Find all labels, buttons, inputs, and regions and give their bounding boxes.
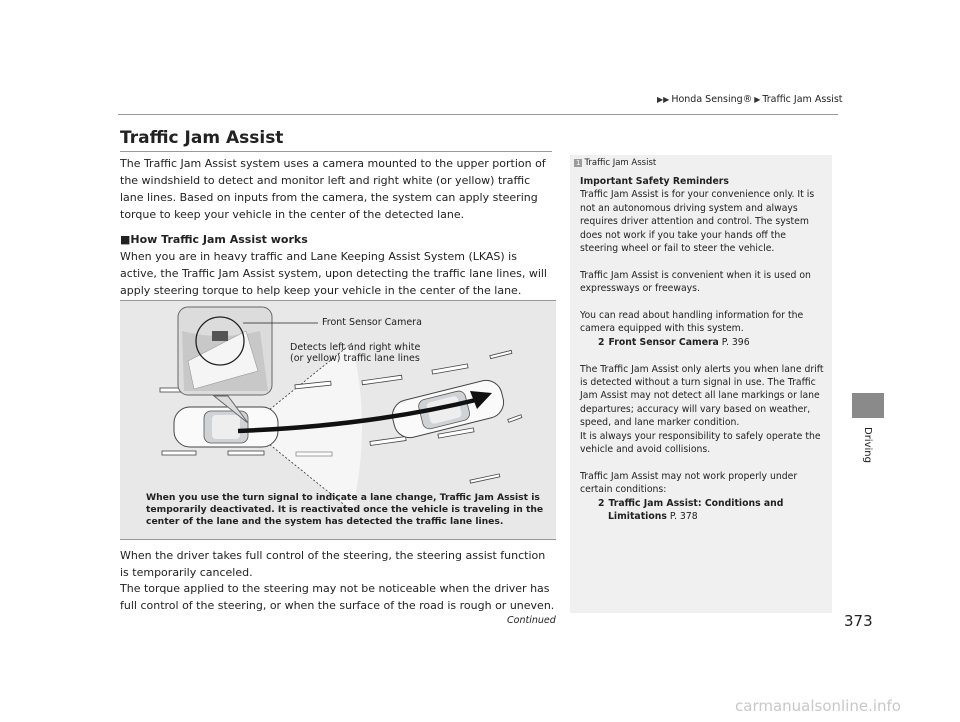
safety-heading: Important Safety Reminders — [580, 176, 729, 187]
title-divider — [120, 151, 552, 152]
cancel-paragraph: When the driver takes full control of the steering, the steering assist function is temporarily canceled. — [120, 549, 546, 579]
figure-caption-line-1: When you use the turn signal to indicate a lane change, Traffic Jam Assist is — [146, 492, 540, 503]
page-number: 373 — [844, 612, 873, 630]
figure-caption-line-3: center of the lane and the system has detected the traffic lane lines. — [146, 516, 504, 527]
section-tab-marker — [852, 393, 884, 418]
sidebar-tab-title: Traffic Jam Assist — [584, 158, 657, 168]
section-paragraph: When you are in heavy traffic and Lane Keeping Assist System (LKAS) is active, the Traffic Jam Assist system, upon detecting the traffic lane lines, will apply steering torque to help keep your vehicle in the center of the lane. — [120, 250, 547, 297]
traffic-jam-assist-illustration — [120, 300, 556, 540]
label-detects-lines-2: (or yellow) traffic lane lines — [290, 353, 420, 364]
watermark: carmanualsonline.info — [735, 697, 901, 715]
label-front-sensor-camera: Front Sensor Camera — [322, 317, 422, 328]
xref-front-sensor-camera-page[interactable]: P. 396 — [721, 336, 750, 348]
breadcrumb-arrow-icon: ▶ — [754, 95, 761, 104]
sidebar-notes — [570, 155, 832, 613]
label-detects-lines-1: Detects left and right white — [290, 342, 421, 353]
sidebar-content — [580, 175, 826, 537]
xref-conditions-page[interactable]: P. 378 — [669, 511, 698, 523]
continued-label: Continued — [507, 615, 556, 626]
sidebar-tab — [574, 158, 656, 168]
figure-caption — [146, 492, 543, 528]
xref-front-sensor-camera[interactable] — [580, 336, 826, 349]
xref-arrow-icon: 2 — [598, 497, 605, 509]
section-heading: ■How Traffic Jam Assist works — [120, 233, 308, 246]
intro-paragraph: The Traffic Jam Assist system uses a camera mounted to the upper portion of the windshield to detect and monitor left and right white (or yellow) traffic lane lines. Based on inputs from the camera, the system can apply steering torque to keep your vehicle in the center of the detected lane. — [120, 157, 546, 221]
alert-text-1: The Traffic Jam Assist only alerts you when lane drift is detected without a turn signal in use. The Traffic Jam Assist may not detect all lane markings or lane departures; accuracy will vary based on weather, speed, and lane marker condition. — [580, 363, 824, 429]
handling-text: You can read about handling information for the camera equipped with this system. — [580, 310, 804, 335]
header-divider — [118, 114, 838, 115]
section-side-label: Driving — [862, 427, 873, 463]
xref-conditions-limitations[interactable] — [580, 497, 826, 524]
page-title: Traffic Jam Assist — [120, 128, 284, 148]
alert-text-2: It is always your responsibility to safely operate the vehicle and avoid collisions. — [580, 430, 821, 456]
xref-front-sensor-camera-title[interactable]: Front Sensor Camera — [608, 336, 719, 348]
torque-paragraph: The torque applied to the steering may not be noticeable when the driver has full control of the steering, or when the surface of the road is rough or uneven. — [120, 582, 555, 612]
breadcrumb-item-traffic-jam-assist[interactable]: Traffic Jam Assist — [762, 94, 843, 105]
breadcrumb — [655, 94, 843, 105]
conditions-text: Traffic Jam Assist may not work properly under certain conditions: — [580, 470, 798, 496]
xref-conditions-title-b[interactable]: Limitations — [608, 511, 667, 523]
breadcrumb-arrow-icon: ▶▶ — [657, 95, 670, 104]
note-number-icon: 1 — [576, 159, 581, 167]
safety-text: Traffic Jam Assist is for your convenience only. It is not an autonomous driving system and always requires driver attention and control. The system does not work if you take your hands off the steering wheel or fail to steer the vehicle. — [580, 189, 815, 255]
xref-conditions-title-a[interactable]: Traffic Jam Assist: Conditions and — [608, 497, 784, 509]
convenient-text: Traffic Jam Assist is convenient when it is used on expressways or freeways. — [580, 269, 811, 295]
breadcrumb-item-honda-sensing[interactable]: Honda Sensing® — [671, 94, 753, 105]
xref-arrow-icon: 2 — [598, 336, 605, 348]
figure-caption-line-2: temporarily deactivated. It is reactivated once the vehicle is traveling in the — [146, 504, 544, 515]
